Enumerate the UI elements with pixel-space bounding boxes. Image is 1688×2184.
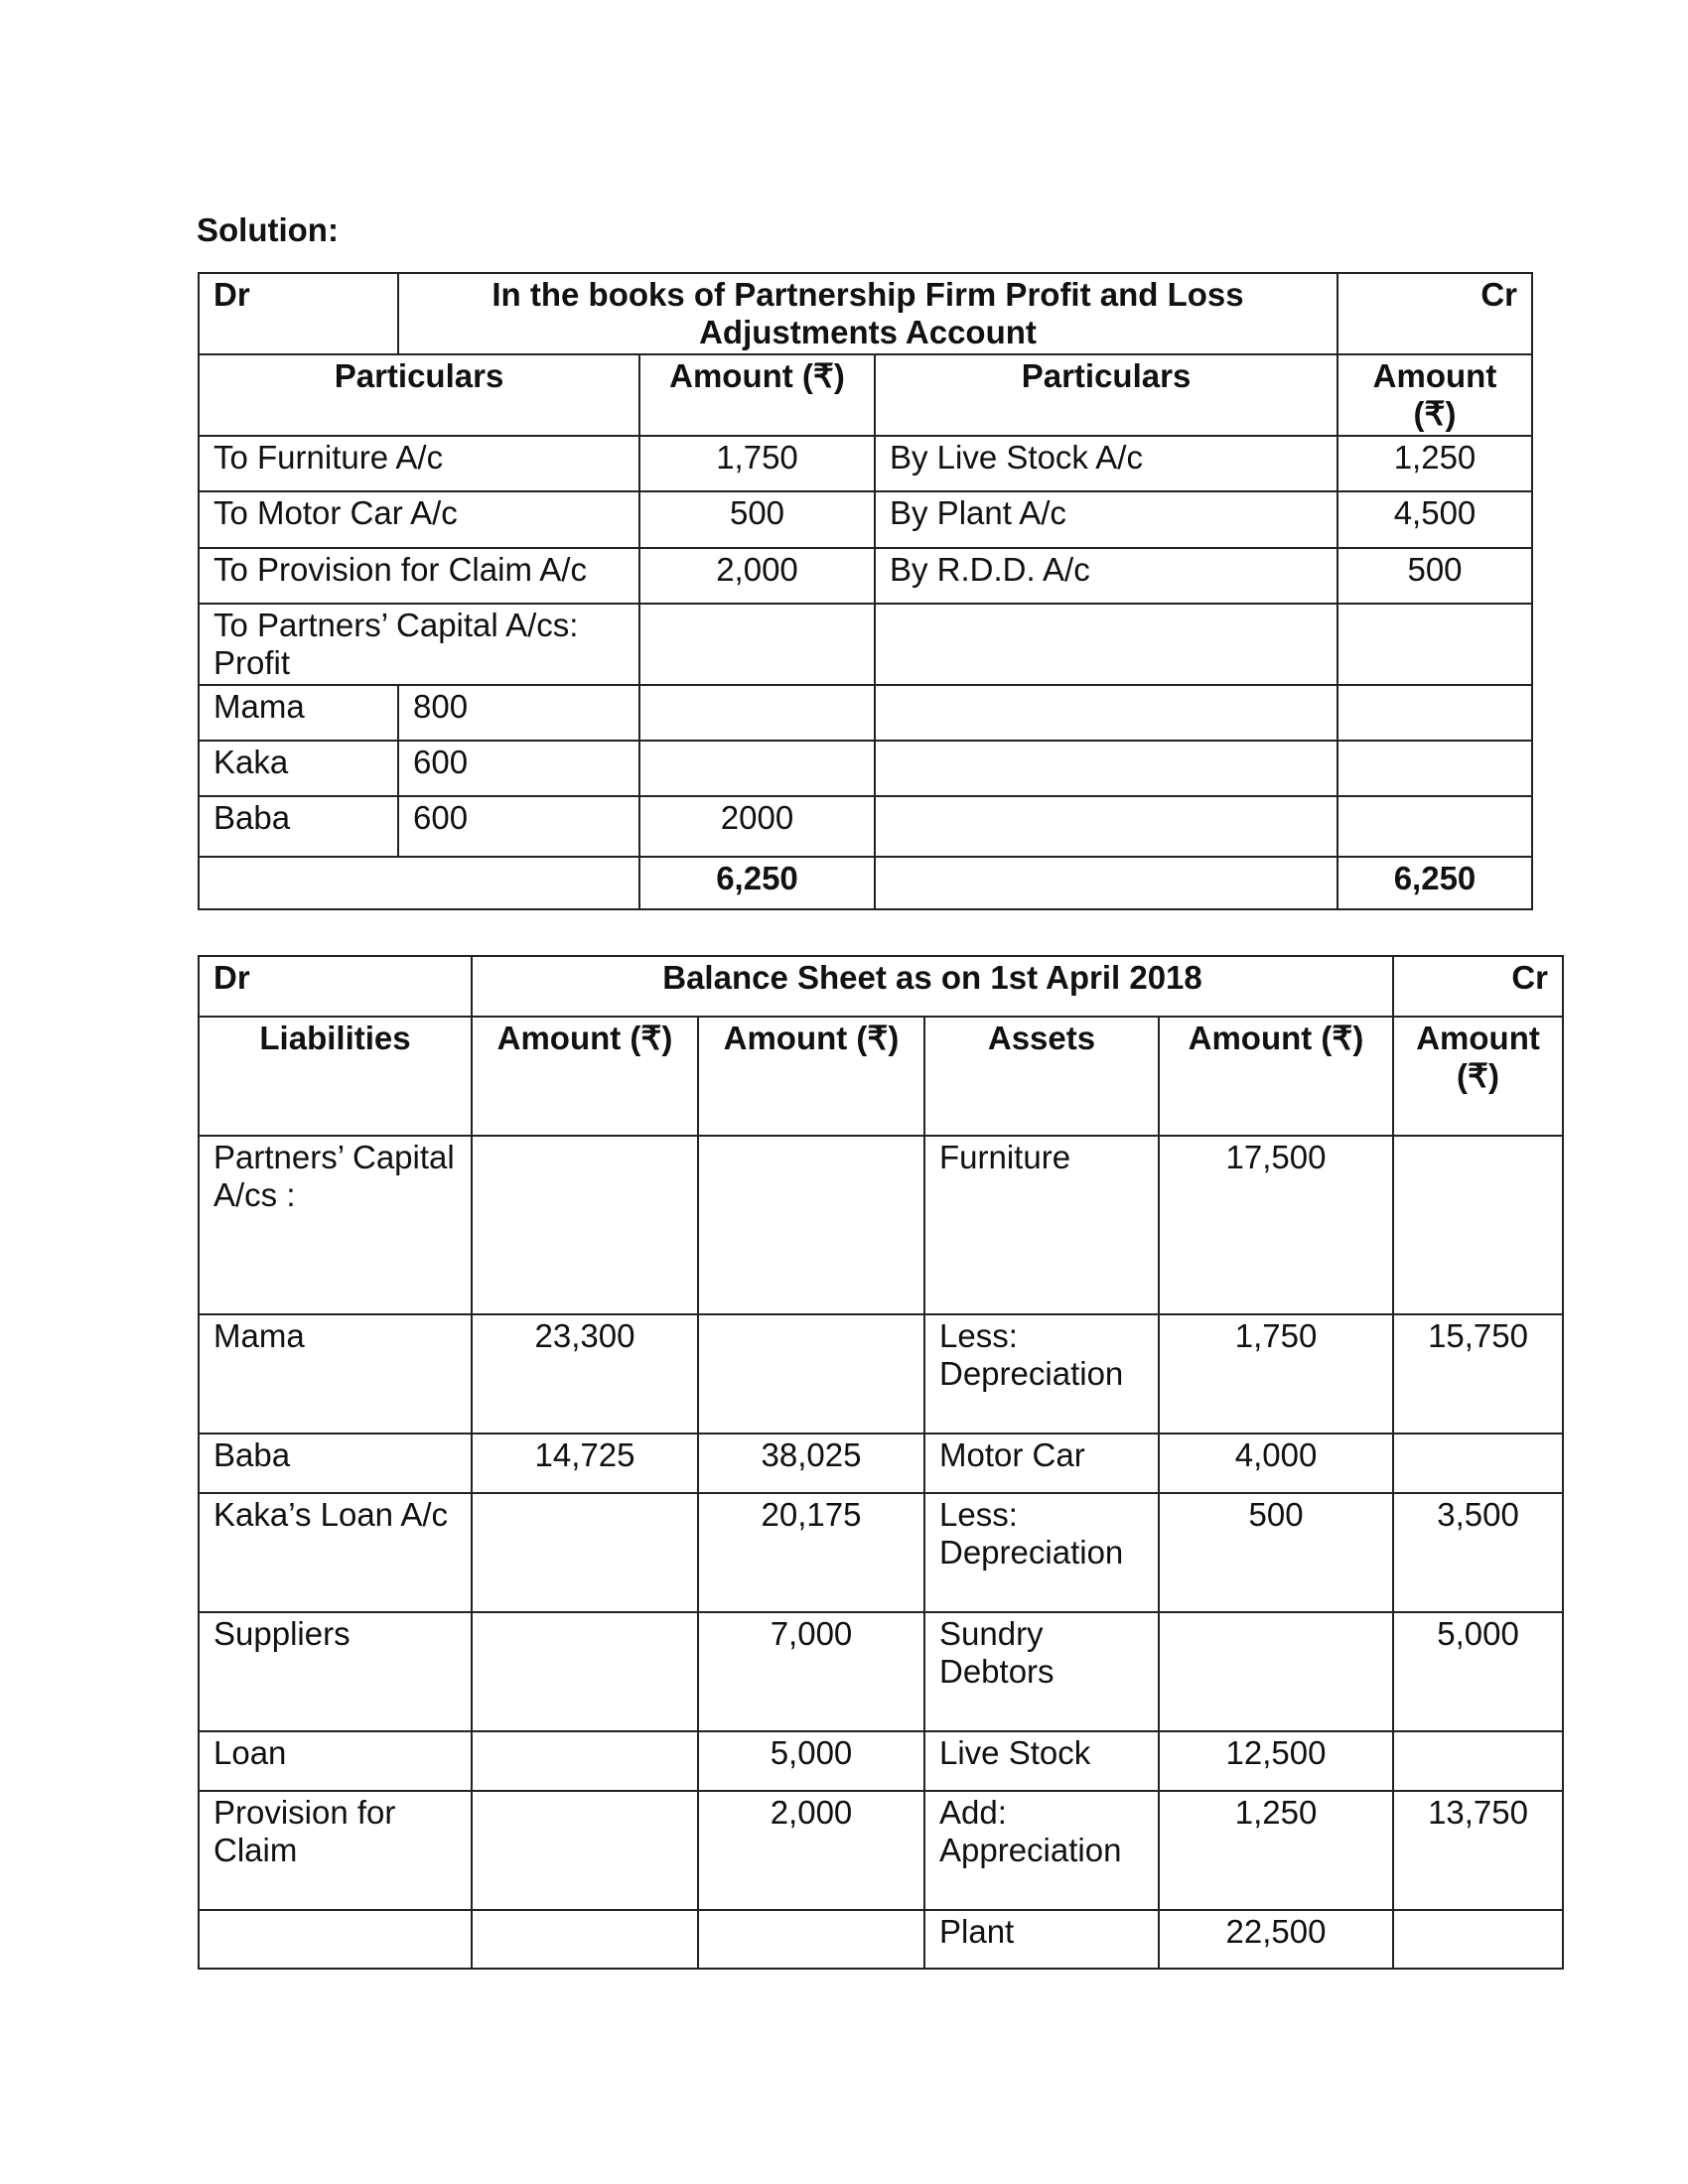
liability-name: Loan	[199, 1731, 472, 1791]
asset-name: Less: Depreciation	[924, 1493, 1159, 1612]
asset-total: 13,750	[1393, 1791, 1563, 1910]
pl-title: In the books of Partnership Firm Profit and Loss Adjustments Account	[398, 273, 1337, 354]
liability-total: 20,175	[698, 1493, 924, 1612]
partner-name: Baba	[199, 796, 398, 857]
pl-title-row	[199, 273, 1532, 354]
pl-dr-amount: 1,750	[639, 436, 875, 491]
asset-name: Live Stock	[924, 1731, 1159, 1791]
partner-share: 800	[398, 685, 639, 741]
table-row	[199, 796, 1532, 857]
bs-title-row	[199, 956, 1563, 1017]
pl-cr-amount: 4,500	[1337, 491, 1532, 548]
liability-total: 7,000	[698, 1612, 924, 1731]
liability-total	[698, 1136, 924, 1314]
table-row	[199, 685, 1532, 741]
table-row	[199, 741, 1532, 796]
partners-profit-total: 2000	[639, 796, 875, 857]
asset-name: Sundry Debtors	[924, 1612, 1159, 1731]
bs-header-row	[199, 1017, 1563, 1136]
bs-header-amount: Amount (₹)	[472, 1017, 698, 1136]
liability-name: Suppliers	[199, 1612, 472, 1731]
pl-dr-particular: To Motor Car A/c	[199, 491, 639, 548]
asset-amount: 500	[1159, 1493, 1393, 1612]
pl-cr-amount: 500	[1337, 548, 1532, 604]
table-row	[199, 604, 1532, 685]
pl-header-amount-cr: Amount (₹)	[1337, 354, 1532, 436]
pl-total-cr: 6,250	[1337, 857, 1532, 909]
asset-name: Motor Car	[924, 1433, 1159, 1493]
table-row	[199, 1910, 1563, 1969]
pl-capital-heading: To Partners’ Capital A/cs: Profit	[199, 604, 639, 685]
bs-header-liabilities: Liabilities	[199, 1017, 472, 1136]
partner-share: 600	[398, 796, 639, 857]
asset-name: Less: Depreciation	[924, 1314, 1159, 1433]
liability-amount: 23,300	[472, 1314, 698, 1433]
solution-heading: Solution:	[197, 211, 339, 248]
asset-amount: 12,500	[1159, 1731, 1393, 1791]
liability-total: 2,000	[698, 1791, 924, 1910]
pl-dr-particular: To Provision for Claim A/c	[199, 548, 639, 604]
partner-share: 600	[398, 741, 639, 796]
bs-header-assets: Assets	[924, 1017, 1159, 1136]
pl-cr-particular: By Plant A/c	[875, 491, 1337, 548]
table-row	[199, 548, 1532, 604]
asset-total	[1393, 1910, 1563, 1969]
liability-name: Kaka’s Loan A/c	[199, 1493, 472, 1612]
bs-cr-label: Cr	[1393, 956, 1563, 1017]
pl-total-dr: 6,250	[639, 857, 875, 909]
asset-amount: 1,250	[1159, 1791, 1393, 1910]
asset-total: 15,750	[1393, 1314, 1563, 1433]
bs-dr-label: Dr	[199, 956, 472, 1017]
pl-header-row	[199, 354, 1532, 436]
liability-name	[199, 1910, 472, 1969]
asset-total	[1393, 1136, 1563, 1314]
liability-amount	[472, 1731, 698, 1791]
asset-total: 5,000	[1393, 1612, 1563, 1731]
pl-total-row	[199, 857, 1532, 909]
pl-cr-particular: By R.D.D. A/c	[875, 548, 1337, 604]
bs-title: Balance Sheet as on 1st April 2018	[472, 956, 1393, 1017]
partner-name: Kaka	[199, 741, 398, 796]
pl-cr-amount: 1,250	[1337, 436, 1532, 491]
pl-header-amount-dr: Amount (₹)	[639, 354, 875, 436]
asset-total	[1393, 1433, 1563, 1493]
asset-amount: 4,000	[1159, 1433, 1393, 1493]
table-row	[199, 1433, 1563, 1493]
pl-adjustment-table	[198, 272, 1533, 910]
table-row	[199, 1612, 1563, 1731]
liability-total: 5,000	[698, 1731, 924, 1791]
pl-cr-label: Cr	[1337, 273, 1532, 354]
pl-dr-label: Dr	[199, 273, 398, 354]
bs-header-amount: Amount (₹)	[1393, 1017, 1563, 1136]
liability-amount	[472, 1612, 698, 1731]
pl-header-particulars-cr: Particulars	[875, 354, 1337, 436]
asset-name: Add: Appreciation	[924, 1791, 1159, 1910]
liability-amount: 14,725	[472, 1433, 698, 1493]
table-row	[199, 1791, 1563, 1910]
asset-name: Plant	[924, 1910, 1159, 1969]
pl-cr-particular: By Live Stock A/c	[875, 436, 1337, 491]
liability-amount	[472, 1136, 698, 1314]
asset-amount: 22,500	[1159, 1910, 1393, 1969]
liability-total	[698, 1314, 924, 1433]
table-row	[199, 1731, 1563, 1791]
asset-amount	[1159, 1612, 1393, 1731]
liability-amount	[472, 1493, 698, 1612]
balance-sheet-table	[198, 955, 1564, 1970]
table-row	[199, 1314, 1563, 1433]
liability-total: 38,025	[698, 1433, 924, 1493]
partner-name: Mama	[199, 685, 398, 741]
liability-amount	[472, 1791, 698, 1910]
pl-dr-amount: 500	[639, 491, 875, 548]
table-row	[199, 491, 1532, 548]
liability-total	[698, 1910, 924, 1969]
asset-name: Furniture	[924, 1136, 1159, 1314]
table-row	[199, 1136, 1563, 1314]
pl-dr-amount: 2,000	[639, 548, 875, 604]
bs-header-amount: Amount (₹)	[698, 1017, 924, 1136]
liability-amount	[472, 1910, 698, 1969]
asset-total	[1393, 1731, 1563, 1791]
liability-name: Baba	[199, 1433, 472, 1493]
bs-header-amount: Amount (₹)	[1159, 1017, 1393, 1136]
table-row	[199, 1493, 1563, 1612]
pl-header-particulars-dr: Particulars	[199, 354, 639, 436]
liability-name: Provision for Claim	[199, 1791, 472, 1910]
liability-name: Mama	[199, 1314, 472, 1433]
asset-amount: 1,750	[1159, 1314, 1393, 1433]
asset-total: 3,500	[1393, 1493, 1563, 1612]
pl-dr-particular: To Furniture A/c	[199, 436, 639, 491]
liability-name: Partners’ Capital A/cs :	[199, 1136, 472, 1314]
table-row	[199, 436, 1532, 491]
asset-amount: 17,500	[1159, 1136, 1393, 1314]
